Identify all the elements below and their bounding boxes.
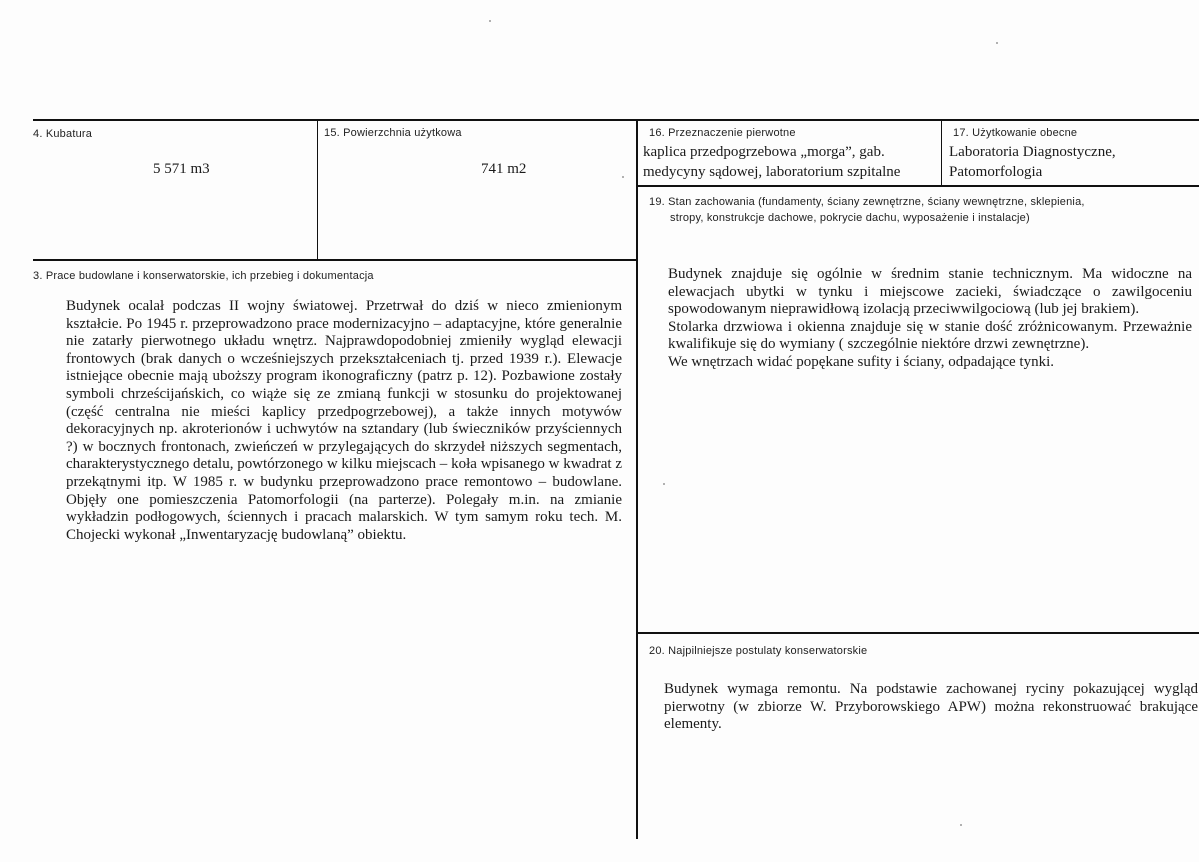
scan-speck [996, 42, 998, 44]
divider-main [636, 119, 638, 839]
kubatura-value: 5 571 m3 [153, 161, 210, 177]
prace-paragraph: Budynek ocalał podczas II wojny światowej. Przetrwał do dziś w nieco zmienionym kształcie. Po 1945 r. przeprowadzono prace modernizacyjno – adaptacyjne, które generalnie nie zatarły pierwotnego układu wnętrz. Najprawdopodobniej zmieniły wygląd elewacji frontowych (brak danych o wcześniejszych przekształceniach tj. przed 1939 r.). Elewacje istniejące obecnie mają uboższy program ikonograficzny (patrz p. 12). Pozbawione zostały symboli chrześcijańskich, co wiąże się ze zmianą funkcji w stosunku do projektowanej (część centralna nie mieści kaplicy przedpogrzebowej), a także innych motywów dekoracyjnych np. akroterionów i uchwytów na sztandary (lub świeczników przyściennych ?) w bocznych frontonach, zwieńczeń w przylegających do skrzydeł niższych segmentach, charakterystycznego detalu, powtórzonego w kilku miejscach – koła wpisanego w kwadrat z przekątnymi itp. W 1985 r. w budynku przeprowadzono prace remontowo – budowlane. Objęły one pomieszczenia Patomorfologii (na parterze). Polegały m.in. na zmianie wykładzin podłogowych, ściennych i pracach malarskich. W tym samym roku tech. M. Chojecki wykonał „Inwentaryzację budowlaną” obiektu. [66, 298, 622, 543]
postulaty-paragraph: Budynek wymaga remontu. Na podstawie zachowanej ryciny pokazującej wygląd pierwotny (w zbiorze W. Przyborowskiego APW) można rekonstruować brakujące elementy. [664, 681, 1198, 733]
top-border [33, 119, 1199, 121]
postulaty-text [664, 681, 1198, 734]
field20-top-border [637, 632, 1199, 634]
stan-text [668, 266, 1192, 372]
przeznaczenie-line-1: kaplica przedpogrzebowa „morga”, gab. [643, 144, 885, 160]
divider-16-17 [941, 119, 942, 186]
kubatura-label: 4. Kubatura [33, 128, 93, 140]
powierzchnia-value: 741 m2 [481, 161, 527, 177]
stan-label-line-2: stropy, konstrukcje dachowe, pokrycie dachu, wyposażenie i instalacje) [670, 212, 1030, 224]
stan-paragraph-3: We wnętrzach widać popękane sufity i ściany, odpadające tynki. [668, 353, 1055, 370]
scan-speck [960, 824, 962, 826]
row1-bottom-border-right [637, 185, 1199, 187]
uzytkowanie-line-1: Laboratoria Diagnostyczne, [949, 144, 1116, 160]
przeznaczenie-line-2: medycyny sądowej, laboratorium szpitalne [643, 164, 901, 180]
row1-bottom-border-left [33, 259, 637, 261]
prace-text [66, 298, 622, 544]
scan-speck [489, 20, 491, 22]
postulaty-label: 20. Najpilniejsze postulaty konserwatorskie [649, 645, 868, 657]
przeznaczenie-label: 16. Przeznaczenie pierwotne [649, 127, 796, 139]
divider-14-15 [317, 119, 318, 260]
stan-paragraph-1: Budynek znajduje się ogólnie w średnim stanie technicznym. Ma widoczne na elewacjach ubytki w tynku i miejscowe zacieki, świadczące o zawilgoceniu spowodowanym nieprawidłową izolacją przeciwwilgociową (lub jej brakiem). [668, 266, 1192, 318]
scan-speck [622, 176, 624, 178]
powierzchnia-label: 15. Powierzchnia użytkowa [324, 127, 462, 139]
uzytkowanie-label: 17. Użytkowanie obecne [953, 127, 1078, 139]
uzytkowanie-line-2: Patomorfologia [949, 164, 1043, 180]
stan-paragraph-2: Stolarka drzwiowa i okienna znajduje się w stanie dość zróżnicowanym. Przeważnie kwalifikuje się do wymiany ( szczególnie niektóre drzwi zewnętrzne). [668, 318, 1192, 353]
scan-speck [663, 483, 665, 485]
stan-label-line-1: 19. Stan zachowania (fundamenty, ściany zewnętrzne, ściany wewnętrzne, sklepienia, [649, 196, 1085, 208]
prace-label: 3. Prace budowlane i konserwatorskie, ich przebieg i dokumentacja [33, 270, 374, 282]
